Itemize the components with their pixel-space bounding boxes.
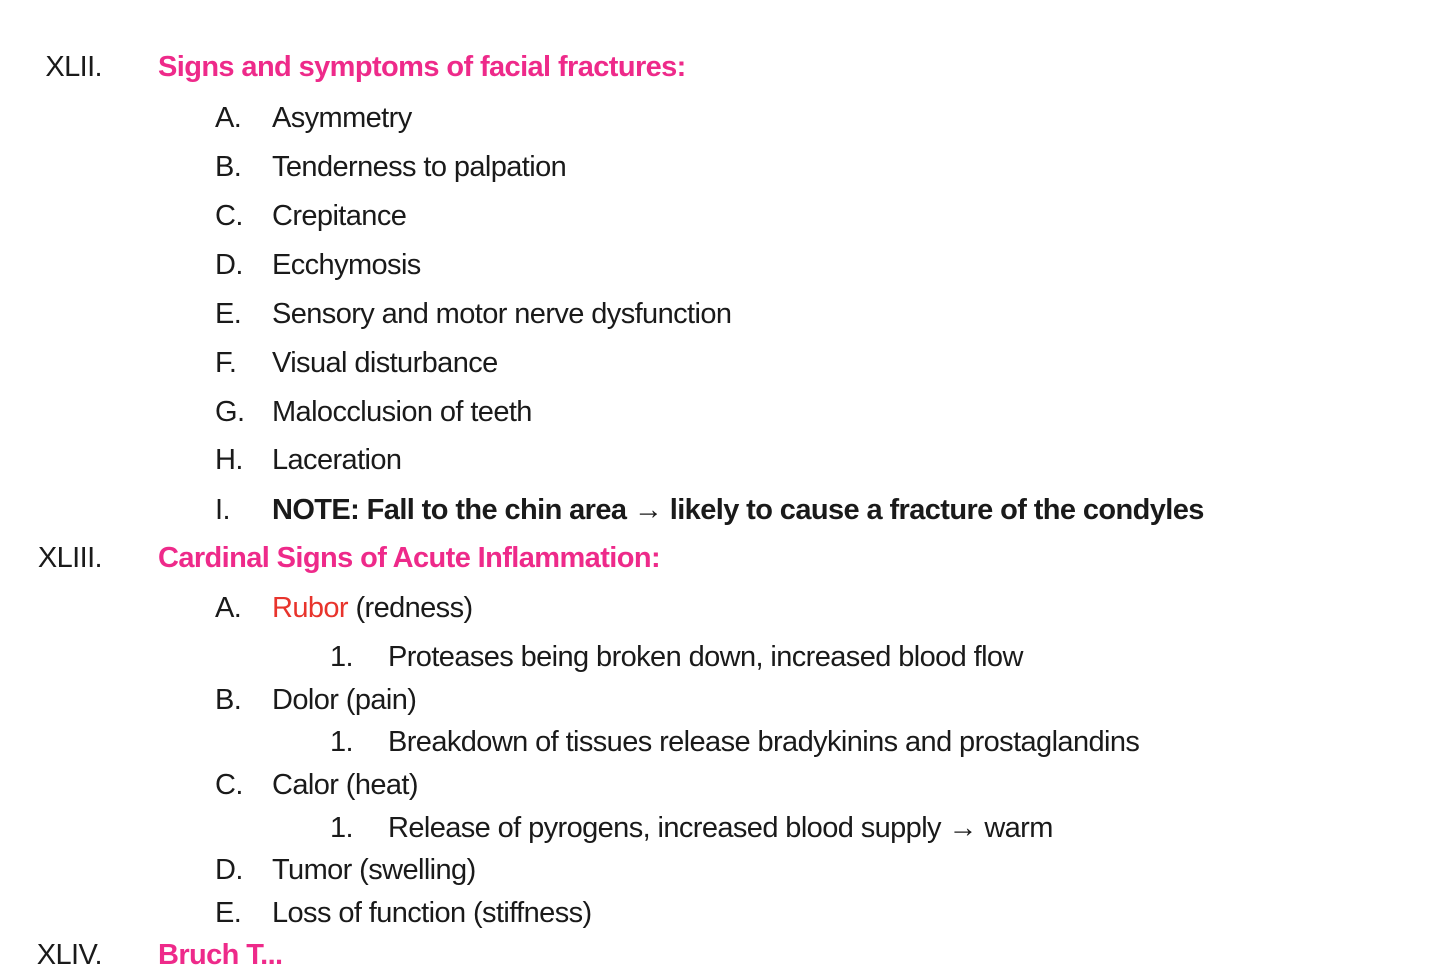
sub-list-marker: 1. bbox=[330, 812, 353, 844]
list-marker: B. bbox=[215, 684, 242, 716]
list-text: Visual disturbance bbox=[272, 347, 498, 379]
roman-numeral: XLIII. bbox=[37, 542, 102, 574]
list-text: Tumor (swelling) bbox=[272, 854, 476, 886]
list-marker: E. bbox=[215, 897, 242, 929]
list-text: Sensory and motor nerve dysfunction bbox=[272, 298, 732, 330]
list-text bbox=[272, 591, 473, 625]
note-text-after: likely to cause a fracture of the condyles bbox=[669, 494, 1204, 526]
sub-list-text bbox=[388, 811, 1053, 845]
list-marker: H. bbox=[215, 444, 243, 476]
sub-list-text: Breakdown of tissues release bradykinins and prostaglandins bbox=[388, 726, 1140, 758]
list-text: Dolor (pain) bbox=[272, 684, 417, 716]
list-text: Loss of function (stiffness) bbox=[272, 897, 592, 929]
right-arrow-icon: → bbox=[948, 812, 977, 844]
right-arrow-icon: → bbox=[633, 494, 663, 526]
section-title: Bruch T... bbox=[158, 939, 283, 971]
list-text: Asymmetry bbox=[272, 102, 412, 134]
list-text: Calor (heat) bbox=[272, 769, 418, 801]
list-marker: D. bbox=[215, 854, 243, 886]
note-text bbox=[272, 493, 1204, 527]
list-marker: D. bbox=[215, 249, 243, 281]
sub-list-text: Proteases being broken down, increased blood flow bbox=[388, 641, 1023, 673]
list-marker: G. bbox=[215, 396, 245, 428]
list-marker: A. bbox=[215, 102, 242, 134]
sub-text-before: Release of pyrogens, increased blood supply bbox=[388, 812, 941, 844]
section-title: Cardinal Signs of Acute Inflammation: bbox=[158, 542, 660, 574]
list-text: Ecchymosis bbox=[272, 249, 421, 281]
list-text: Crepitance bbox=[272, 200, 407, 232]
list-marker: C. bbox=[215, 200, 243, 232]
term-gloss: (redness) bbox=[348, 592, 473, 624]
list-marker: A. bbox=[215, 592, 242, 624]
list-marker: I. bbox=[215, 494, 230, 526]
sub-list-marker: 1. bbox=[330, 641, 353, 673]
sub-list-marker: 1. bbox=[330, 726, 353, 758]
list-marker: F. bbox=[215, 347, 237, 379]
section-title: Signs and symptoms of facial fractures: bbox=[158, 51, 686, 83]
list-text: Tenderness to palpation bbox=[272, 151, 567, 183]
list-marker: E. bbox=[215, 298, 242, 330]
list-marker: B. bbox=[215, 151, 242, 183]
list-marker: C. bbox=[215, 769, 243, 801]
note-text-before: NOTE: Fall to the chin area bbox=[272, 494, 627, 526]
list-text: Laceration bbox=[272, 444, 402, 476]
sub-text-after: warm bbox=[984, 812, 1053, 844]
list-text: Malocclusion of teeth bbox=[272, 396, 532, 428]
roman-numeral: XLIV. bbox=[36, 939, 102, 971]
highlight-term: Rubor bbox=[272, 592, 348, 624]
roman-numeral: XLII. bbox=[45, 51, 102, 83]
